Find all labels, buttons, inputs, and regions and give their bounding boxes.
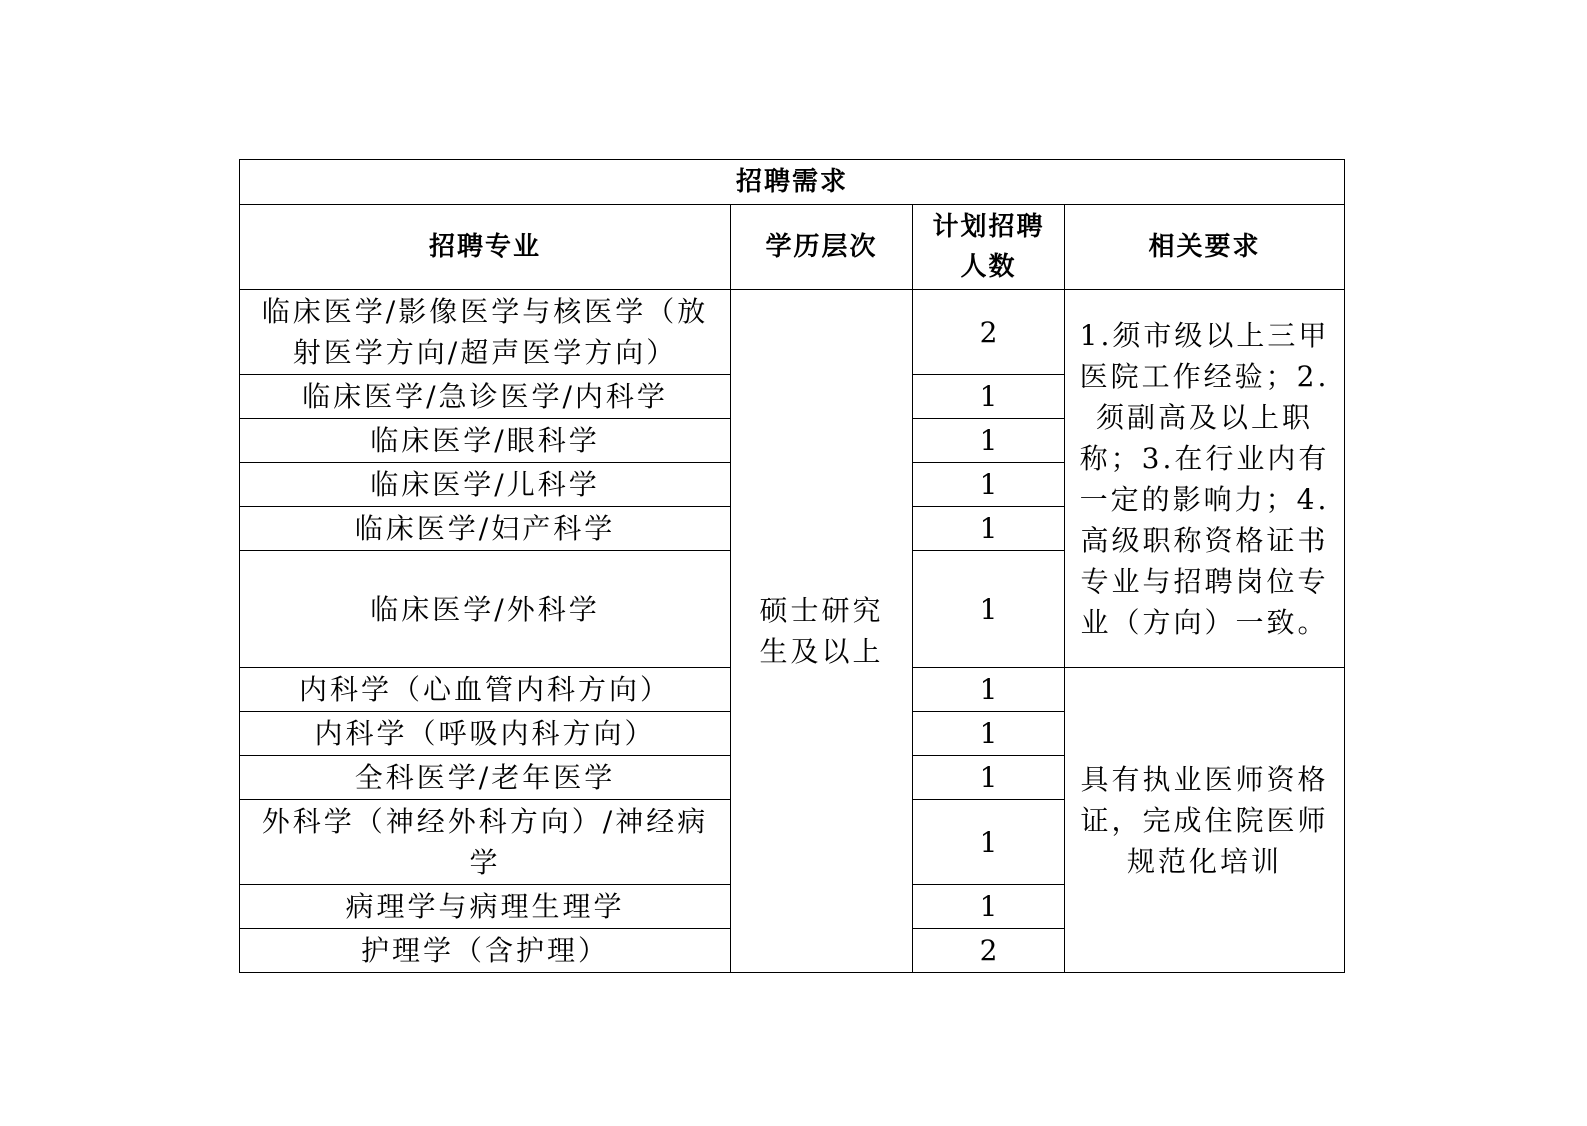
education-level-cell: 硕士研究生及以上: [731, 290, 913, 973]
major-cell: 临床医学/眼科学: [240, 419, 731, 463]
major-cell: 内科学（呼吸内科方向）: [240, 712, 731, 756]
major-cell: 临床医学/外科学: [240, 551, 731, 668]
major-cell: 临床医学/急诊医学/内科学: [240, 375, 731, 419]
header-education: 学历层次: [731, 205, 913, 290]
header-count: 计划招聘人数: [913, 205, 1065, 290]
major-cell: 病理学与病理生理学: [240, 885, 731, 929]
major-cell: 全科医学/老年医学: [240, 756, 731, 800]
major-cell: 临床医学/儿科学: [240, 463, 731, 507]
count-cell: 1: [913, 756, 1065, 800]
recruitment-table: [239, 159, 1345, 973]
major-cell: 外科学（神经外科方向）/神经病学: [240, 800, 731, 885]
major-cell: 临床医学/影像医学与核医学（放射医学方向/超声医学方向）: [240, 290, 731, 375]
table-title: 招聘需求: [240, 160, 1345, 205]
count-cell: 1: [913, 551, 1065, 668]
table-row: [240, 290, 1345, 375]
count-cell: 1: [913, 507, 1065, 551]
major-cell: 护理学（含护理）: [240, 929, 731, 973]
major-cell: 内科学（心血管内科方向）: [240, 668, 731, 712]
header-requirements: 相关要求: [1065, 205, 1345, 290]
count-cell: 1: [913, 668, 1065, 712]
requirements-group-1: 1.须市级以上三甲医院工作经验；2.须副高及以上职称；3.在行业内有一定的影响力；4.高级职称资格证书专业与招聘岗位专业（方向）一致。: [1065, 290, 1345, 668]
count-cell: 2: [913, 929, 1065, 973]
header-major: 招聘专业: [240, 205, 731, 290]
major-cell: 临床医学/妇产科学: [240, 507, 731, 551]
count-cell: 1: [913, 885, 1065, 929]
count-cell: 1: [913, 419, 1065, 463]
count-cell: 1: [913, 800, 1065, 885]
count-cell: 2: [913, 290, 1065, 375]
count-cell: 1: [913, 463, 1065, 507]
requirements-group-2: 具有执业医师资格证，完成住院医师规范化培训: [1065, 668, 1345, 973]
count-cell: 1: [913, 375, 1065, 419]
count-cell: 1: [913, 712, 1065, 756]
